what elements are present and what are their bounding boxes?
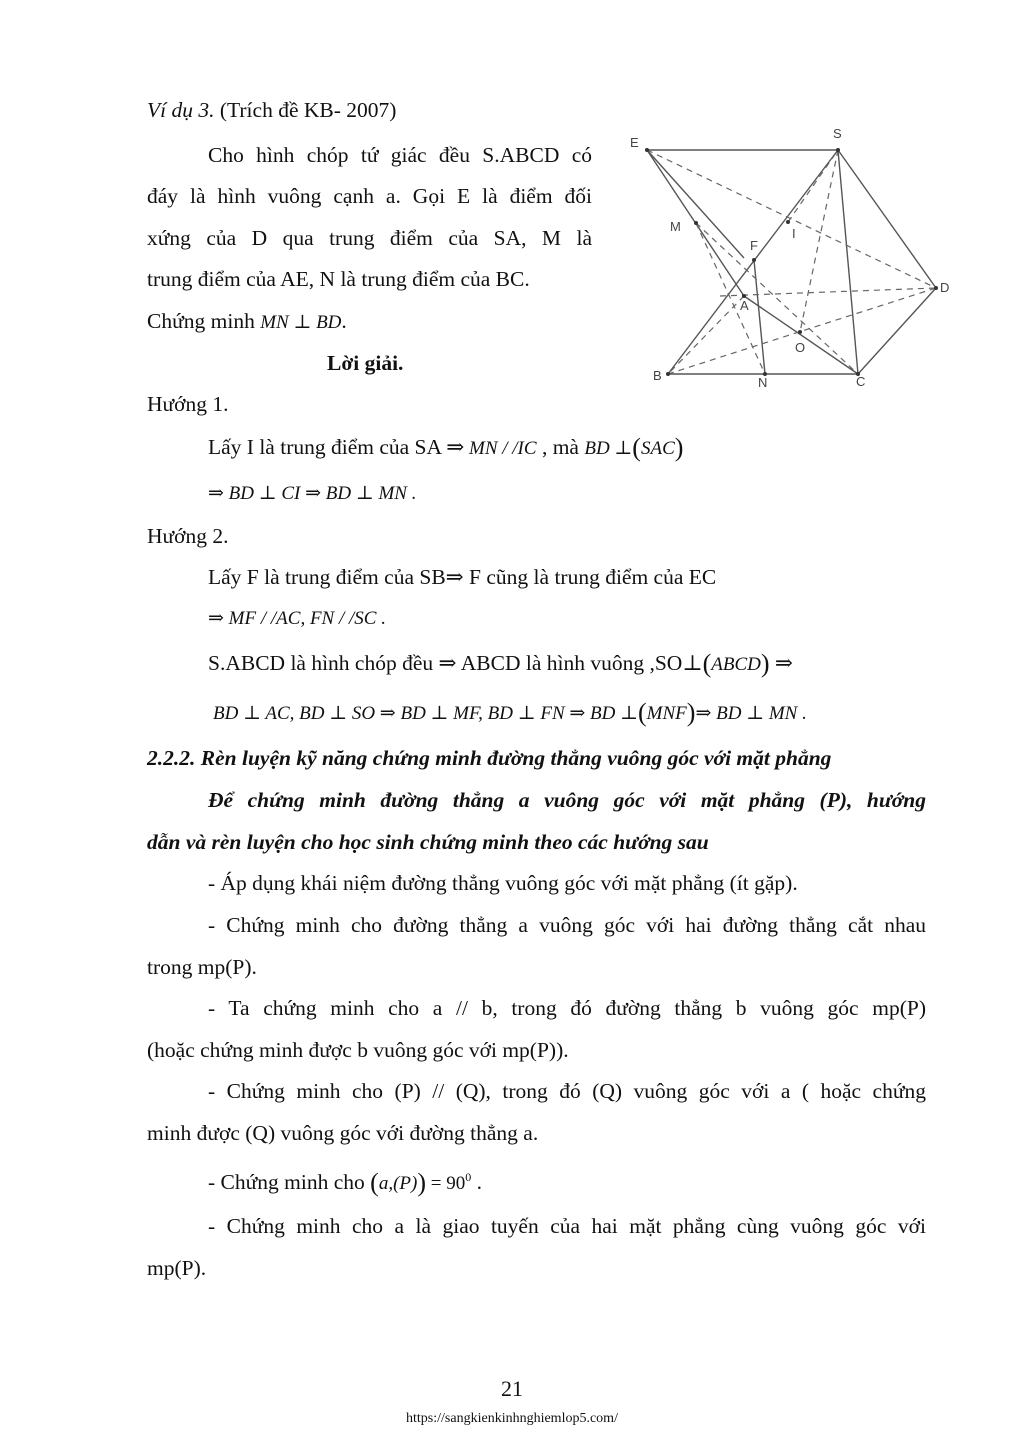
approach-1-parallel-expr: MN / /IC (464, 438, 537, 459)
label-S: S (833, 126, 842, 141)
problem-line-3: xứng của D qua trung điểm của SA, M là (147, 226, 592, 250)
bullet-2-line-2: trong mp(P). (147, 955, 257, 979)
plane-abcd: ABCD (711, 654, 761, 675)
point-I (786, 220, 790, 224)
bullet-1: - Áp dụng khái niệm đường thẳng vuông góc với mặt phẳng (ít gặp). (208, 871, 798, 895)
label-F: F (750, 238, 758, 253)
label-O: O (795, 340, 806, 355)
implies-end: ⇒ (769, 651, 793, 675)
point-S (836, 148, 840, 152)
paren-close: ) (686, 698, 696, 727)
edge-CD (858, 288, 936, 374)
degree-superscript: 0 (465, 1170, 472, 1184)
label-M: M (670, 219, 681, 234)
point-B (666, 372, 670, 376)
plane-mnf: MNF (646, 703, 687, 724)
approach-2-title: Hướng 2. (147, 524, 229, 548)
edge-SD (838, 150, 936, 288)
prove-expression: MN ⊥ BD (260, 312, 342, 333)
example-label: Ví dụ 3. (147, 98, 215, 122)
problem-line-4: trung điểm của AE, N là trung điểm của BC. (147, 267, 530, 291)
implies-symbol: ⇒ (446, 435, 465, 459)
approach-1-line-1 (208, 432, 683, 463)
prove-suffix: . (341, 309, 347, 333)
edge-EF (647, 150, 744, 258)
section-heading: 2.2.2. Rèn luyện kỹ năng chứng minh đường thẳng vuông góc với mặt phẳng (147, 746, 832, 770)
label-E: E (630, 135, 639, 150)
approach-2-line-1 (208, 563, 716, 591)
segment-FN (754, 260, 765, 374)
label-D: D (940, 280, 950, 295)
dashed-ED (647, 150, 936, 288)
bullet-6-line-1: - Chứng minh cho a là giao tuyến của hai mặt phẳng cùng vuông góc với (208, 1214, 926, 1238)
label-A: A (740, 298, 749, 313)
label-B: B (653, 368, 662, 383)
approach-1-line-2: ⇒ BD ⊥ CI ⇒ BD ⊥ MN . (208, 483, 417, 504)
approach-2-line-4 (213, 697, 807, 728)
bullet-2-line-1: - Chứng minh cho đường thẳng a vuông góc với hai đường thẳng cắt nhau (208, 913, 926, 937)
approach-2-line-2: ⇒ MF / /AC, FN / /SC . (208, 608, 386, 629)
paren-open: ( (638, 698, 647, 727)
approach-2-line-3 (208, 648, 793, 679)
page-number: 21 (501, 1376, 523, 1401)
bullet-5-end: . (471, 1170, 482, 1195)
paren-open: ( (702, 649, 712, 678)
paren-close: ) (674, 433, 684, 462)
edge-SB (668, 150, 838, 374)
paren-open: ( (632, 433, 641, 462)
bullet-3-line-1: - Ta chứng minh cho a // b, trong đó đường thẳng b vuông góc mp(P) (208, 996, 926, 1020)
point-D (934, 286, 938, 290)
approach-2-text: Lấy F là trung điểm của SB (208, 565, 446, 589)
approach-2-line-3-mid: ABCD là hình vuông ,SO (456, 651, 683, 675)
bullet-6-line-2: mp(P). (147, 1256, 207, 1280)
angle-expression: a,(P) (378, 1173, 418, 1195)
pyramid-diagram (620, 120, 960, 395)
footer-url[interactable]: https://sangkienkinhnghiemlop5.com/ (406, 1411, 618, 1426)
paren-close: ) (417, 1168, 427, 1198)
approach-2-line-3-text: S.ABCD là hình chóp đều (208, 651, 439, 675)
prove-statement (147, 307, 347, 337)
pyramid-figure (620, 120, 960, 395)
bullet-3-line-2: (hoặc chứng minh được b vuông góc với mp(P)). (147, 1038, 569, 1062)
approach-1-text: Lấy I là trung điểm của SA (208, 435, 447, 459)
point-O (798, 330, 802, 334)
dashed-AD (720, 288, 936, 296)
approach-1-title: Hướng 1. (147, 392, 229, 416)
problem-line-2: đáy là hình vuông cạnh a. Gọi E là điểm đối (147, 184, 592, 208)
prove-prefix: Chứng minh (147, 309, 261, 333)
implies-symbol: ⇒ (438, 651, 457, 675)
bullet-5-text: - Chứng minh cho (208, 1170, 371, 1195)
section-intro-line-1: Để chứng minh đường thẳng a vuông góc với mặt phẳng (P), hướng (208, 788, 926, 812)
paren-close: ) (760, 649, 770, 678)
approach-1-mid: , mà (536, 435, 585, 459)
dashed-MC (696, 223, 858, 374)
bullet-5 (208, 1163, 482, 1198)
dashed-BD (668, 288, 936, 374)
point-M (694, 221, 698, 225)
point-F (752, 258, 756, 262)
approach-2-rest: F cũng là trung điểm của EC (463, 565, 717, 589)
dashed-AB (668, 296, 744, 374)
label-I: I (792, 226, 796, 241)
plane-sac: SAC (640, 438, 675, 459)
example-heading (147, 96, 396, 124)
point-E (645, 148, 649, 152)
approach-2-line-4-b: ⇒ BD ⊥ MN . (695, 703, 807, 724)
section-intro-line-2: dẫn và rèn luyện cho học sinh chứng minh theo các hướng sau (147, 830, 709, 854)
approach-2-line-4-a: BD ⊥ AC, BD ⊥ SO ⇒ BD ⊥ MF, BD ⊥ FN ⇒ BD ⊥ (213, 703, 638, 724)
bullet-4-line-1: - Chứng minh cho (P) // (Q), trong đó (Q) vuông góc với a ( hoặc chứng (208, 1079, 926, 1103)
implies-symbol: ⇒ (445, 565, 464, 589)
dashed-SO (800, 150, 838, 332)
solution-title: Lời giải. (327, 351, 404, 375)
edge-SC (838, 150, 858, 374)
angle-value: = 90 (426, 1173, 466, 1195)
label-N: N (758, 375, 768, 390)
approach-1-bd-perp: BD ⊥ (584, 438, 633, 459)
problem-line-1: Cho hình chóp tứ giác đều S.ABCD có (208, 143, 592, 167)
paren-open: ( (370, 1168, 379, 1198)
bullet-4-line-2: minh được (Q) vuông góc với đường thẳng a. (147, 1121, 539, 1145)
perp-symbol: ⊥ (682, 651, 703, 675)
example-source: (Trích đề KB- 2007) (214, 98, 397, 122)
label-C: C (856, 374, 866, 389)
